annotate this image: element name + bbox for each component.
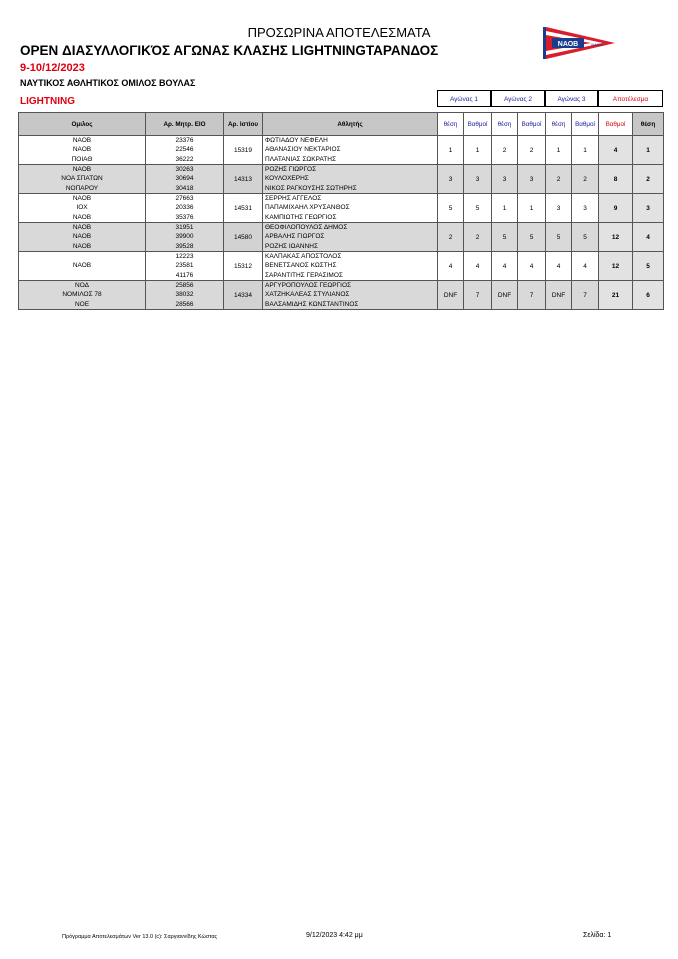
race2-points-cell: 2 [518,136,546,165]
club-cell-line: ΝΑΟΒ [72,137,92,145]
athletes-cell-line: ΧΑΤΖΗΚΑΛΕΑΣ ΣΤΥΛΙΑΝΟΣ [265,291,350,299]
table-row [19,223,664,252]
athletes-cell-line: ΝΙΚΟΣ ΡΑΓΚΟΥΣΗΣ ΣΩΤΗΡΗΣ [265,184,357,192]
footer-page: Σελίδα: 1 [583,932,612,939]
athletes-cell-line: ΦΩΤΙΑΔΟΥ ΝΕΦΕΛΗ [265,137,328,145]
col-r2-points: Βαθμοί [518,113,546,136]
total-points-cell: 21 [599,281,633,310]
total-points-cell: 4 [599,136,633,165]
reg-cell-line: 31951 [175,224,194,232]
result-header: Αποτέλεσμα [598,90,663,107]
reg-cell [146,194,224,223]
col-athlete: Αθλητής [263,113,438,136]
race1-header: Αγώνας 1 [437,90,491,107]
race2-header: Αγώνας 2 [491,90,545,107]
reg-cell-line: 27663 [175,195,194,203]
race3-place-cell: 4 [546,252,572,281]
race3-points-cell: 7 [572,281,599,310]
club-cell-line: ΝΑΟΒ [72,213,92,221]
race1-points-cell: 5 [464,194,492,223]
club-cell [19,281,146,310]
table-row [19,252,664,281]
athletes-cell-line: ΒΕΝΕΤΣΑΝΟΣ ΚΩΣΤΗΣ [265,262,337,270]
race2-points-cell: 1 [518,194,546,223]
athletes-cell-line: ΑΡΓΥΡΟΠΟΥΛΟΣ ΓΕΩΡΓΙΟΣ [265,282,352,290]
race3-place-cell: 1 [546,136,572,165]
table-row [19,194,664,223]
club-cell [19,252,146,281]
club-cell-line: ΝΟΔ [75,282,89,290]
athletes-cell-line: ΚΑΜΠΙΩΤΗΣ ΓΕΩΡΓΙΟΣ [265,213,337,221]
club-cell-line: ΝΟΑ ΣΠΑΤΩΝ [61,175,103,183]
race2-place-cell: 1 [492,194,518,223]
race2-place-cell: 2 [492,136,518,165]
results-table [18,112,664,310]
total-points-cell: 9 [599,194,633,223]
club-cell-line: ΝΑΟΒ [72,262,92,270]
col-r1-place: θέση [438,113,464,136]
reg-cell-line: 35376 [175,213,194,221]
race3-place-cell: DNF [546,281,572,310]
col-total-points: Βαθμοί [599,113,633,136]
organizing-club: ΝΑΥΤΙΚΟΣ ΑΘΛΗΤΙΚΟΣ ΟΜΙΛΟΣ ΒΟΥΛΑΣ [20,78,196,88]
logo-text: ΝΑΟΒ [557,41,579,48]
race2-points-cell: 5 [518,223,546,252]
race1-place-cell: 5 [438,194,464,223]
race3-place-cell: 5 [546,223,572,252]
event-dates: 9-10/12/2023 [20,62,85,74]
race1-points-cell: 2 [464,223,492,252]
athletes-cell-line: ΚΟΥΛΟΧΕΡΗΣ [265,175,309,183]
reg-cell-line: 22546 [175,146,194,154]
col-r2-place: θέση [492,113,518,136]
final-place-cell: 2 [633,165,664,194]
reg-cell [146,252,224,281]
race3-points-cell: 4 [572,252,599,281]
club-cell-line: ΝΑΟΒ [72,233,92,241]
final-place-cell: 5 [633,252,664,281]
reg-cell-line: 36222 [175,155,194,163]
race2-place-cell: DNF [492,281,518,310]
club-cell-line: ΝΑΟΒ [72,146,92,154]
reg-cell-line: 30694 [175,175,194,183]
race2-points-cell: 4 [518,252,546,281]
sail-number-cell: 14580 [224,223,263,252]
race2-place-cell: 3 [492,165,518,194]
footer-program: Πρόγραμμα Αποτελεσμάτων Ver 13.0 (c): Σαργιαννίδης Κώστας [62,934,218,940]
col-sail: Αρ. Ιστίου [224,113,263,136]
reg-cell-line: 30418 [175,184,194,192]
sail-number-cell: 14531 [224,194,263,223]
reg-cell-line: 41176 [175,271,194,279]
race3-place-cell: 3 [546,194,572,223]
club-cell-line: ΙΟΧ [76,204,88,212]
final-place-cell: 6 [633,281,664,310]
race1-points-cell: 4 [464,252,492,281]
total-points-cell: 8 [599,165,633,194]
col-club: Ομιλος [19,113,146,136]
reg-cell-line: 12223 [175,253,194,261]
club-cell-line: ΠΟΙΑΘ [71,155,93,163]
race1-place-cell: 1 [438,136,464,165]
race3-points-cell: 5 [572,223,599,252]
reg-cell [146,223,224,252]
athletes-cell-line: ΘΕΟΦΙΛΟΠΟΥΛΟΣ ΔΗΜΟΣ [265,224,348,232]
athletes-cell-line: ΣΕΡΡΗΣ ΑΓΓΕΛΟΣ [265,195,322,203]
final-place-cell: 4 [633,223,664,252]
table-header-row [19,113,664,136]
athletes-cell [263,252,438,281]
race3-points-cell: 3 [572,194,599,223]
reg-cell-line: 25856 [175,282,194,290]
sail-number-cell: 15319 [224,136,263,165]
reg-cell-line: 38032 [175,291,194,299]
athletes-cell [263,136,438,165]
race2-points-cell: 3 [518,165,546,194]
table-row [19,281,664,310]
club-cell-line: ΝΑΟΒ [72,166,92,174]
race3-place-cell: 2 [546,165,572,194]
club-cell [19,223,146,252]
table-row [19,165,664,194]
athletes-cell-line: ΡΟΖΗΣ ΙΩΑΝΝΗΣ [265,242,318,250]
total-points-cell: 12 [599,252,633,281]
club-cell-line [19,271,145,280]
final-place-cell: 1 [633,136,664,165]
club-cell-line [19,252,145,261]
athletes-cell-line: ΑΡΒΑΛΗΣ ΓΙΩΡΓΟΣ [265,233,325,241]
reg-cell-line: 39900 [175,233,194,241]
athletes-cell-line: ΣΑΡΑΝΤΙΤΗΣ ΓΕΡΑΣΙΜΟΣ [265,271,343,279]
sail-number-cell: 14334 [224,281,263,310]
col-reg: Αρ. Μητρ. ΕΙΟ [146,113,224,136]
reg-cell [146,165,224,194]
athletes-cell-line: ΚΑΛΠΑΚΑΣ ΑΠΟΣΤΟΛΟΣ [265,253,342,261]
athletes-cell [263,281,438,310]
total-points-cell: 12 [599,223,633,252]
boat-class: LIGHTNING [20,96,75,107]
reg-cell-line: 28566 [175,300,194,308]
reg-cell-line: 39528 [175,242,194,250]
race1-points-cell: 1 [464,136,492,165]
race1-place-cell: 3 [438,165,464,194]
athletes-cell-line: ΒΑΛΣΑΜΙΔΗΣ ΚΩΝΣΤΑΝΤΙΝΟΣ [265,300,359,308]
race1-place-cell: DNF [438,281,464,310]
athletes-cell [263,165,438,194]
document-title: ΠΡΟΣΩΡΙΝΑ ΑΠΟΤΕΛΕΣΜΑΤΑ [247,25,431,40]
table-row [19,136,664,165]
race1-place-cell: 4 [438,252,464,281]
reg-cell [146,281,224,310]
race1-place-cell: 2 [438,223,464,252]
race1-points-cell: 3 [464,165,492,194]
athletes-cell [263,223,438,252]
reg-cell-line: 30263 [175,166,194,174]
final-place-cell: 3 [633,194,664,223]
race2-place-cell: 4 [492,252,518,281]
reg-cell-line: 23581 [175,262,194,270]
club-cell-line: ΝΑΟΒ [72,224,92,232]
sail-number-cell: 14313 [224,165,263,194]
club-cell [19,194,146,223]
race3-header: Αγώνας 3 [545,90,598,107]
athletes-cell-line: ΡΟΖΗΣ ΓΙΩΡΓΟΣ [265,166,317,174]
race2-points-cell: 7 [518,281,546,310]
event-title: OPEN ΔΙΑΣΥΛΛΟΓΙΚΌΣ ΑΓΩΝΑΣ ΚΛΑΣΗΣ LIGHTNINGΤΑΡΑΝΔΟΣ [20,43,439,58]
club-logo [543,27,615,59]
athletes-cell [263,194,438,223]
footer-datetime: 9/12/2023 4:42 μμ [306,932,363,939]
athletes-cell-line: ΠΑΠΑΜΙΧΑΗΛ ΧΡΥΣΑΝΘΟΣ [265,204,350,212]
club-cell [19,165,146,194]
col-r1-points: Βαθμοί [464,113,492,136]
club-cell-line: ΝΟΕ [74,300,90,308]
athletes-cell-line: ΑΘΑΝΑΣΙΟΥ ΝΕΚΤΑΡΙΟΣ [265,146,341,154]
col-r3-points: Βαθμοί [572,113,599,136]
logo-small-text: ΝΑΟΒ [591,42,603,47]
reg-cell-line: 20336 [175,204,194,212]
club-cell-line: ΝΟΠΑΡΟΥ [65,184,99,192]
club-cell-line: ΝΑΟΒ [72,195,92,203]
col-r3-place: θέση [546,113,572,136]
col-final-place: θέση [633,113,664,136]
race1-points-cell: 7 [464,281,492,310]
club-cell-line: ΝΟΜΙΛΟΣ 78 [62,291,102,299]
sail-number-cell: 15312 [224,252,263,281]
race3-points-cell: 2 [572,165,599,194]
race3-points-cell: 1 [572,136,599,165]
reg-cell-line: 23376 [175,137,194,145]
race2-place-cell: 5 [492,223,518,252]
reg-cell [146,136,224,165]
club-cell [19,136,146,165]
athletes-cell-line: ΠΛΑΤΑΝΙΑΣ ΣΩΚΡΑΤΗΣ [265,155,336,163]
club-cell-line: ΝΑΟΒ [72,242,92,250]
